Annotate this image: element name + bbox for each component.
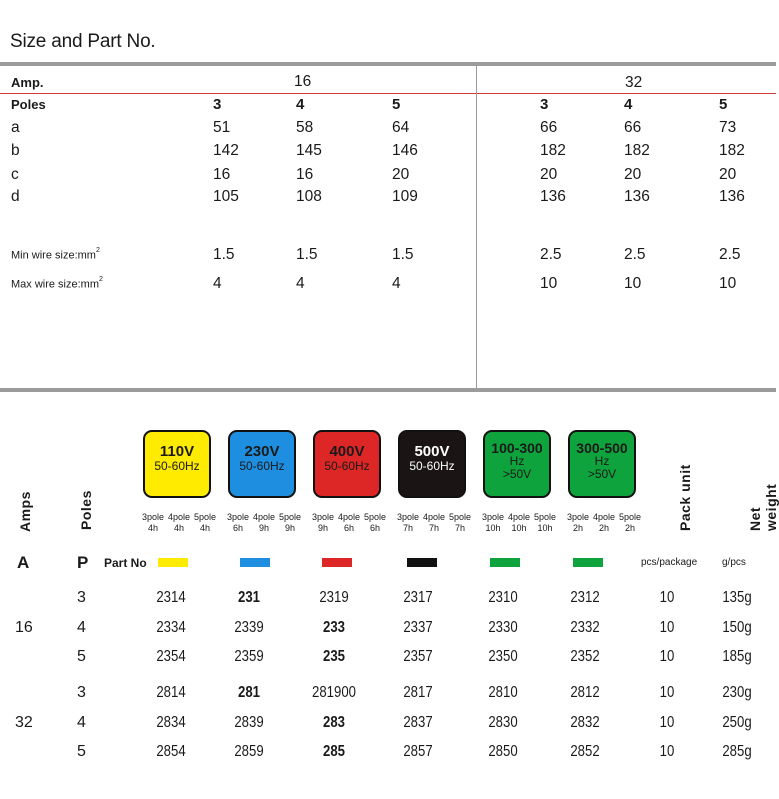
page-title: Size and Part No. xyxy=(10,31,156,52)
caption-hours: 4h xyxy=(199,523,210,533)
poles-header: Poles xyxy=(78,490,94,530)
caption-pole: 5pole xyxy=(193,512,217,522)
color-swatch xyxy=(240,558,270,567)
pole-header: 5 xyxy=(392,96,401,113)
dimension-value: 105 xyxy=(213,188,239,205)
caption-hours: 10h xyxy=(485,523,501,533)
part-number: 2854 xyxy=(156,743,186,760)
part-number: 2334 xyxy=(156,619,186,636)
min-wire-label xyxy=(11,249,100,262)
min-wire-value: 1.5 xyxy=(296,246,318,263)
caption-pole: 4pole xyxy=(337,512,361,522)
voltage-box-line2: 50-60Hz xyxy=(154,459,200,473)
dimension-value: 108 xyxy=(296,188,322,205)
part-number: 281 xyxy=(238,684,260,701)
min-wire-label-text: Min wire size:mm xyxy=(11,249,96,262)
min-wire-value: 2.5 xyxy=(719,246,741,263)
part-number: 2332 xyxy=(570,619,600,636)
part-number: 233 xyxy=(323,619,345,636)
part-number: 2330 xyxy=(488,619,518,636)
dimension-value: 66 xyxy=(540,119,558,136)
max-wire-label-sup: 2 xyxy=(99,276,103,283)
part-number: 2317 xyxy=(403,589,433,606)
dimension-label: a xyxy=(11,119,20,136)
part-number: 2310 xyxy=(488,589,518,606)
pack-unit-label: pcs/package xyxy=(641,557,698,568)
part-number: 2857 xyxy=(403,743,433,760)
part-number: 283 xyxy=(323,714,345,731)
voltage-box xyxy=(398,430,466,498)
dimension-value: 16 xyxy=(213,166,231,183)
dimension-value: 136 xyxy=(719,188,745,205)
voltage-box xyxy=(143,430,211,498)
voltage-box-line1: 230V xyxy=(244,443,280,460)
max-wire-value: 4 xyxy=(392,275,401,292)
unit-p: P xyxy=(77,553,89,572)
caption-pole: 5pole xyxy=(278,512,302,522)
caption-pole: 4pole xyxy=(507,512,531,522)
part-number: 2830 xyxy=(488,714,518,731)
max-wire-value: 10 xyxy=(624,275,642,292)
caption-hours: 9h xyxy=(258,523,269,533)
caption-hours: 2h xyxy=(572,523,583,533)
part-number: 2339 xyxy=(234,619,264,636)
max-wire-label xyxy=(11,278,103,291)
pack-value: 10 xyxy=(659,589,675,606)
weight-value: 135g xyxy=(722,589,752,606)
caption-pole: 3pole xyxy=(141,512,165,522)
voltage-box xyxy=(568,430,636,498)
pole-value: 3 xyxy=(77,589,86,606)
pole-value: 4 xyxy=(77,714,86,731)
voltage-box-line3: >50V xyxy=(587,467,617,481)
pole-header: 3 xyxy=(213,96,222,113)
dimension-value: 20 xyxy=(624,166,642,183)
part-number: 2814 xyxy=(156,684,186,701)
part-number: 2357 xyxy=(403,648,433,665)
dimension-value: 182 xyxy=(719,142,745,159)
part-number: 2359 xyxy=(234,648,264,665)
max-wire-label-text: Max wire size:mm xyxy=(11,278,100,291)
caption-hours: 6h xyxy=(369,523,380,533)
bottom-rule xyxy=(0,388,776,392)
box-caption xyxy=(532,512,558,534)
pack-value: 10 xyxy=(659,619,675,636)
caption-pole: 3pole xyxy=(481,512,505,522)
part-number: 235 xyxy=(323,648,345,665)
voltage-box-line2: 50-60Hz xyxy=(409,459,455,473)
box-caption xyxy=(225,512,251,534)
max-wire-value: 10 xyxy=(540,275,558,292)
top-rule xyxy=(0,62,776,66)
min-wire-value: 1.5 xyxy=(392,246,414,263)
color-swatch xyxy=(490,558,520,567)
part-number: 2817 xyxy=(403,684,433,701)
box-caption xyxy=(421,512,447,534)
part-number: 2352 xyxy=(570,648,600,665)
caption-pole: 4pole xyxy=(252,512,276,522)
caption-pole: 3pole xyxy=(566,512,590,522)
caption-pole: 4pole xyxy=(422,512,446,522)
dimension-value: 182 xyxy=(624,142,650,159)
dimension-value: 20 xyxy=(392,166,410,183)
voltage-box-line2: Hz xyxy=(509,454,525,468)
dimension-value: 64 xyxy=(392,119,410,136)
pole-header: 4 xyxy=(624,96,633,113)
pack-value: 10 xyxy=(659,684,675,701)
box-caption xyxy=(166,512,192,534)
weight-value: 185g xyxy=(722,648,752,665)
caption-pole: 5pole xyxy=(448,512,472,522)
color-swatch xyxy=(573,558,603,567)
part-number: 2354 xyxy=(156,648,186,665)
weight-unit-label: g/pcs xyxy=(722,557,746,568)
pack-value: 10 xyxy=(659,743,675,760)
max-wire-value: 4 xyxy=(296,275,305,292)
part-no-label: Part No xyxy=(104,556,147,570)
caption-pole: 5pole xyxy=(618,512,642,522)
dimension-value: 16 xyxy=(296,166,314,183)
dimension-value: 66 xyxy=(624,119,642,136)
dimension-label: b xyxy=(11,142,20,159)
caption-pole: 4pole xyxy=(167,512,191,522)
caption-pole: 5pole xyxy=(363,512,387,522)
pack-value: 10 xyxy=(659,648,675,665)
caption-hours: 7h xyxy=(428,523,439,533)
part-number: 2834 xyxy=(156,714,186,731)
amp-label: Amp. xyxy=(11,75,44,90)
dimension-value: 58 xyxy=(296,119,314,136)
dimension-label: c xyxy=(11,166,19,183)
column-divider xyxy=(476,66,477,390)
part-number: 2810 xyxy=(488,684,518,701)
part-number: 2832 xyxy=(570,714,600,731)
unit-a: A xyxy=(17,553,30,572)
caption-hours: 10h xyxy=(537,523,553,533)
caption-hours: 10h xyxy=(511,523,527,533)
dimension-value: 51 xyxy=(213,119,231,136)
dimension-label: d xyxy=(11,188,20,205)
box-caption xyxy=(192,512,218,534)
min-wire-label-sup: 2 xyxy=(95,247,100,254)
voltage-box-line1: 300-500 xyxy=(576,440,628,456)
net-weight-header: Net weight xyxy=(747,483,779,531)
voltage-box-line2: 50-60Hz xyxy=(324,459,370,473)
part-number: 2839 xyxy=(234,714,264,731)
box-caption xyxy=(251,512,277,534)
caption-hours: 2h xyxy=(624,523,635,533)
voltage-box xyxy=(313,430,381,498)
voltage-box-line1: 400V xyxy=(329,443,365,460)
amp-value: 32 xyxy=(15,714,33,731)
pole-value: 5 xyxy=(77,648,86,665)
voltage-box-line2: Hz xyxy=(594,454,610,468)
pole-header: 5 xyxy=(719,96,728,113)
dimension-value: 136 xyxy=(624,188,650,205)
color-swatch xyxy=(322,558,352,567)
box-caption xyxy=(447,512,473,534)
box-caption xyxy=(140,512,166,534)
pole-value: 3 xyxy=(77,684,86,701)
dimension-value: 136 xyxy=(540,188,566,205)
voltage-box-line2: 50-60Hz xyxy=(239,459,285,473)
part-number: 2812 xyxy=(570,684,600,701)
dimension-value: 145 xyxy=(296,142,322,159)
caption-hours: 7h xyxy=(454,523,465,533)
dimension-value: 182 xyxy=(540,142,566,159)
weight-value: 230g xyxy=(722,684,752,701)
amp-16: 16 xyxy=(294,73,312,90)
part-number: 2350 xyxy=(488,648,518,665)
caption-pole: 3pole xyxy=(396,512,420,522)
part-number: 2850 xyxy=(488,743,518,760)
caption-pole: 3pole xyxy=(226,512,250,522)
box-caption xyxy=(591,512,617,534)
pole-value: 5 xyxy=(77,743,86,760)
caption-hours: 9h xyxy=(284,523,295,533)
color-swatch xyxy=(407,558,437,567)
amps-header: Amps xyxy=(17,491,33,532)
weight-value: 250g xyxy=(722,714,752,731)
box-caption xyxy=(506,512,532,534)
min-wire-value: 2.5 xyxy=(540,246,562,263)
part-number: 2314 xyxy=(156,589,186,606)
caption-hours: 4h xyxy=(173,523,184,533)
poles-label: Poles xyxy=(11,97,46,112)
caption-hours: 7h xyxy=(402,523,413,533)
color-swatch xyxy=(158,558,188,567)
weight-value: 285g xyxy=(722,743,752,760)
max-wire-value: 10 xyxy=(719,275,737,292)
caption-hours: 6h xyxy=(232,523,243,533)
caption-hours: 9h xyxy=(317,523,328,533)
voltage-box-line3: >50V xyxy=(502,467,532,481)
max-wire-value: 4 xyxy=(213,275,222,292)
red-rule xyxy=(0,93,776,94)
caption-pole: 4pole xyxy=(592,512,616,522)
pole-header: 3 xyxy=(540,96,549,113)
box-caption xyxy=(395,512,421,534)
box-caption xyxy=(480,512,506,534)
dimension-value: 20 xyxy=(719,166,737,183)
voltage-box-line1: 110V xyxy=(159,443,195,460)
voltage-box-line1: 100-300 xyxy=(491,440,543,456)
caption-hours: 4h xyxy=(147,523,158,533)
caption-pole: 5pole xyxy=(533,512,557,522)
amp-32: 32 xyxy=(625,74,643,91)
dimension-value: 146 xyxy=(392,142,418,159)
part-number: 2859 xyxy=(234,743,264,760)
weight-value: 150g xyxy=(722,619,752,636)
voltage-box-line1: 500V xyxy=(414,443,450,460)
pole-value: 4 xyxy=(77,619,86,636)
min-wire-value: 2.5 xyxy=(624,246,646,263)
dimension-value: 109 xyxy=(392,188,418,205)
amp-value: 16 xyxy=(15,619,33,636)
part-number: 2312 xyxy=(570,589,600,606)
min-wire-value: 1.5 xyxy=(213,246,235,263)
voltage-box xyxy=(483,430,551,498)
part-number: 231 xyxy=(238,589,260,606)
caption-pole: 3pole xyxy=(311,512,335,522)
part-number: 285 xyxy=(323,743,345,760)
part-number: 281900 xyxy=(312,684,356,701)
part-number: 2319 xyxy=(319,589,349,606)
part-number: 2337 xyxy=(403,619,433,636)
pack-unit-header: Pack unit xyxy=(677,464,693,531)
part-number: 2837 xyxy=(403,714,433,731)
dimension-value: 20 xyxy=(540,166,558,183)
pack-value: 10 xyxy=(659,714,675,731)
pole-header: 4 xyxy=(296,96,305,113)
box-caption xyxy=(310,512,336,534)
caption-hours: 2h xyxy=(598,523,609,533)
dimension-value: 73 xyxy=(719,119,737,136)
caption-hours: 6h xyxy=(343,523,354,533)
box-caption xyxy=(336,512,362,534)
box-caption xyxy=(277,512,303,534)
box-caption xyxy=(617,512,643,534)
part-number: 2852 xyxy=(570,743,600,760)
voltage-box xyxy=(228,430,296,498)
box-caption xyxy=(362,512,388,534)
dimension-value: 142 xyxy=(213,142,239,159)
box-caption xyxy=(565,512,591,534)
